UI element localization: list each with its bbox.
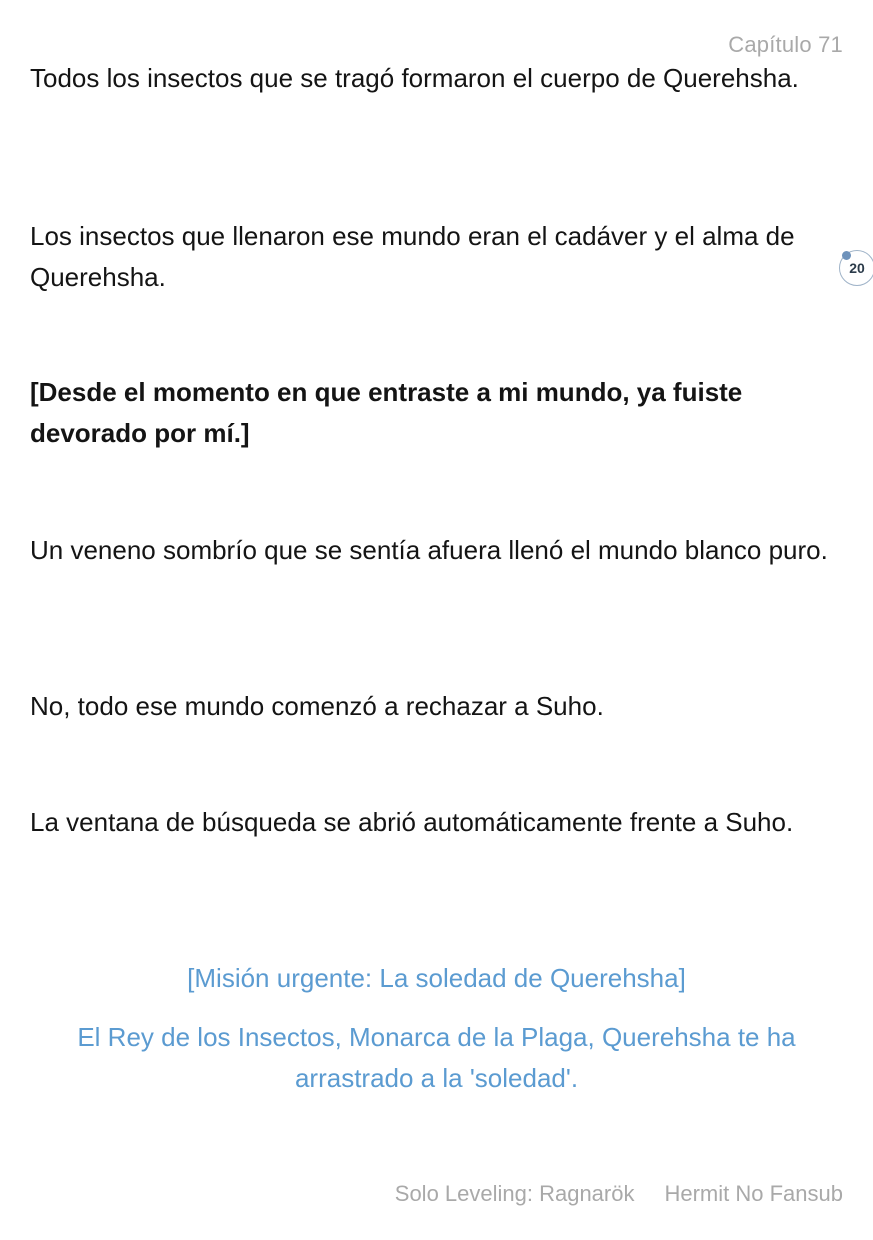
system-message-title: [Misión urgente: La soledad de Querehsha] bbox=[187, 963, 686, 993]
translator-group: Hermit No Fansub bbox=[664, 1181, 843, 1206]
paragraph: Los insectos que llenaron ese mundo eran el cadáver y el alma de Querehsha. bbox=[30, 221, 795, 292]
page-number-badge[interactable] bbox=[839, 250, 873, 286]
chapter-label: Capítulo 71 bbox=[728, 32, 843, 57]
page-number: 20 bbox=[849, 260, 865, 276]
footer bbox=[395, 1181, 843, 1207]
series-title: Solo Leveling: Ragnarök bbox=[394, 1181, 635, 1206]
paragraph: Todos los insectos que se tragó formaron el cuerpo de Querehsha. bbox=[30, 63, 799, 93]
system-message-body: El Rey de los Insectos, Monarca de la Plaga, Querehsha te ha arrastrado a la 'soledad'. bbox=[77, 1022, 796, 1093]
paragraph: Un veneno sombrío que se sentía afuera llenó el mundo blanco puro. bbox=[30, 535, 828, 565]
progress-dot-icon bbox=[842, 251, 851, 260]
paragraph-dialogue: [Desde el momento en que entraste a mi mundo, ya fuiste devorado por mí.] bbox=[30, 377, 743, 448]
paragraph: No, todo ese mundo comenzó a rechazar a Suho. bbox=[30, 691, 604, 721]
paragraph: La ventana de búsqueda se abrió automáticamente frente a Suho. bbox=[30, 807, 794, 837]
